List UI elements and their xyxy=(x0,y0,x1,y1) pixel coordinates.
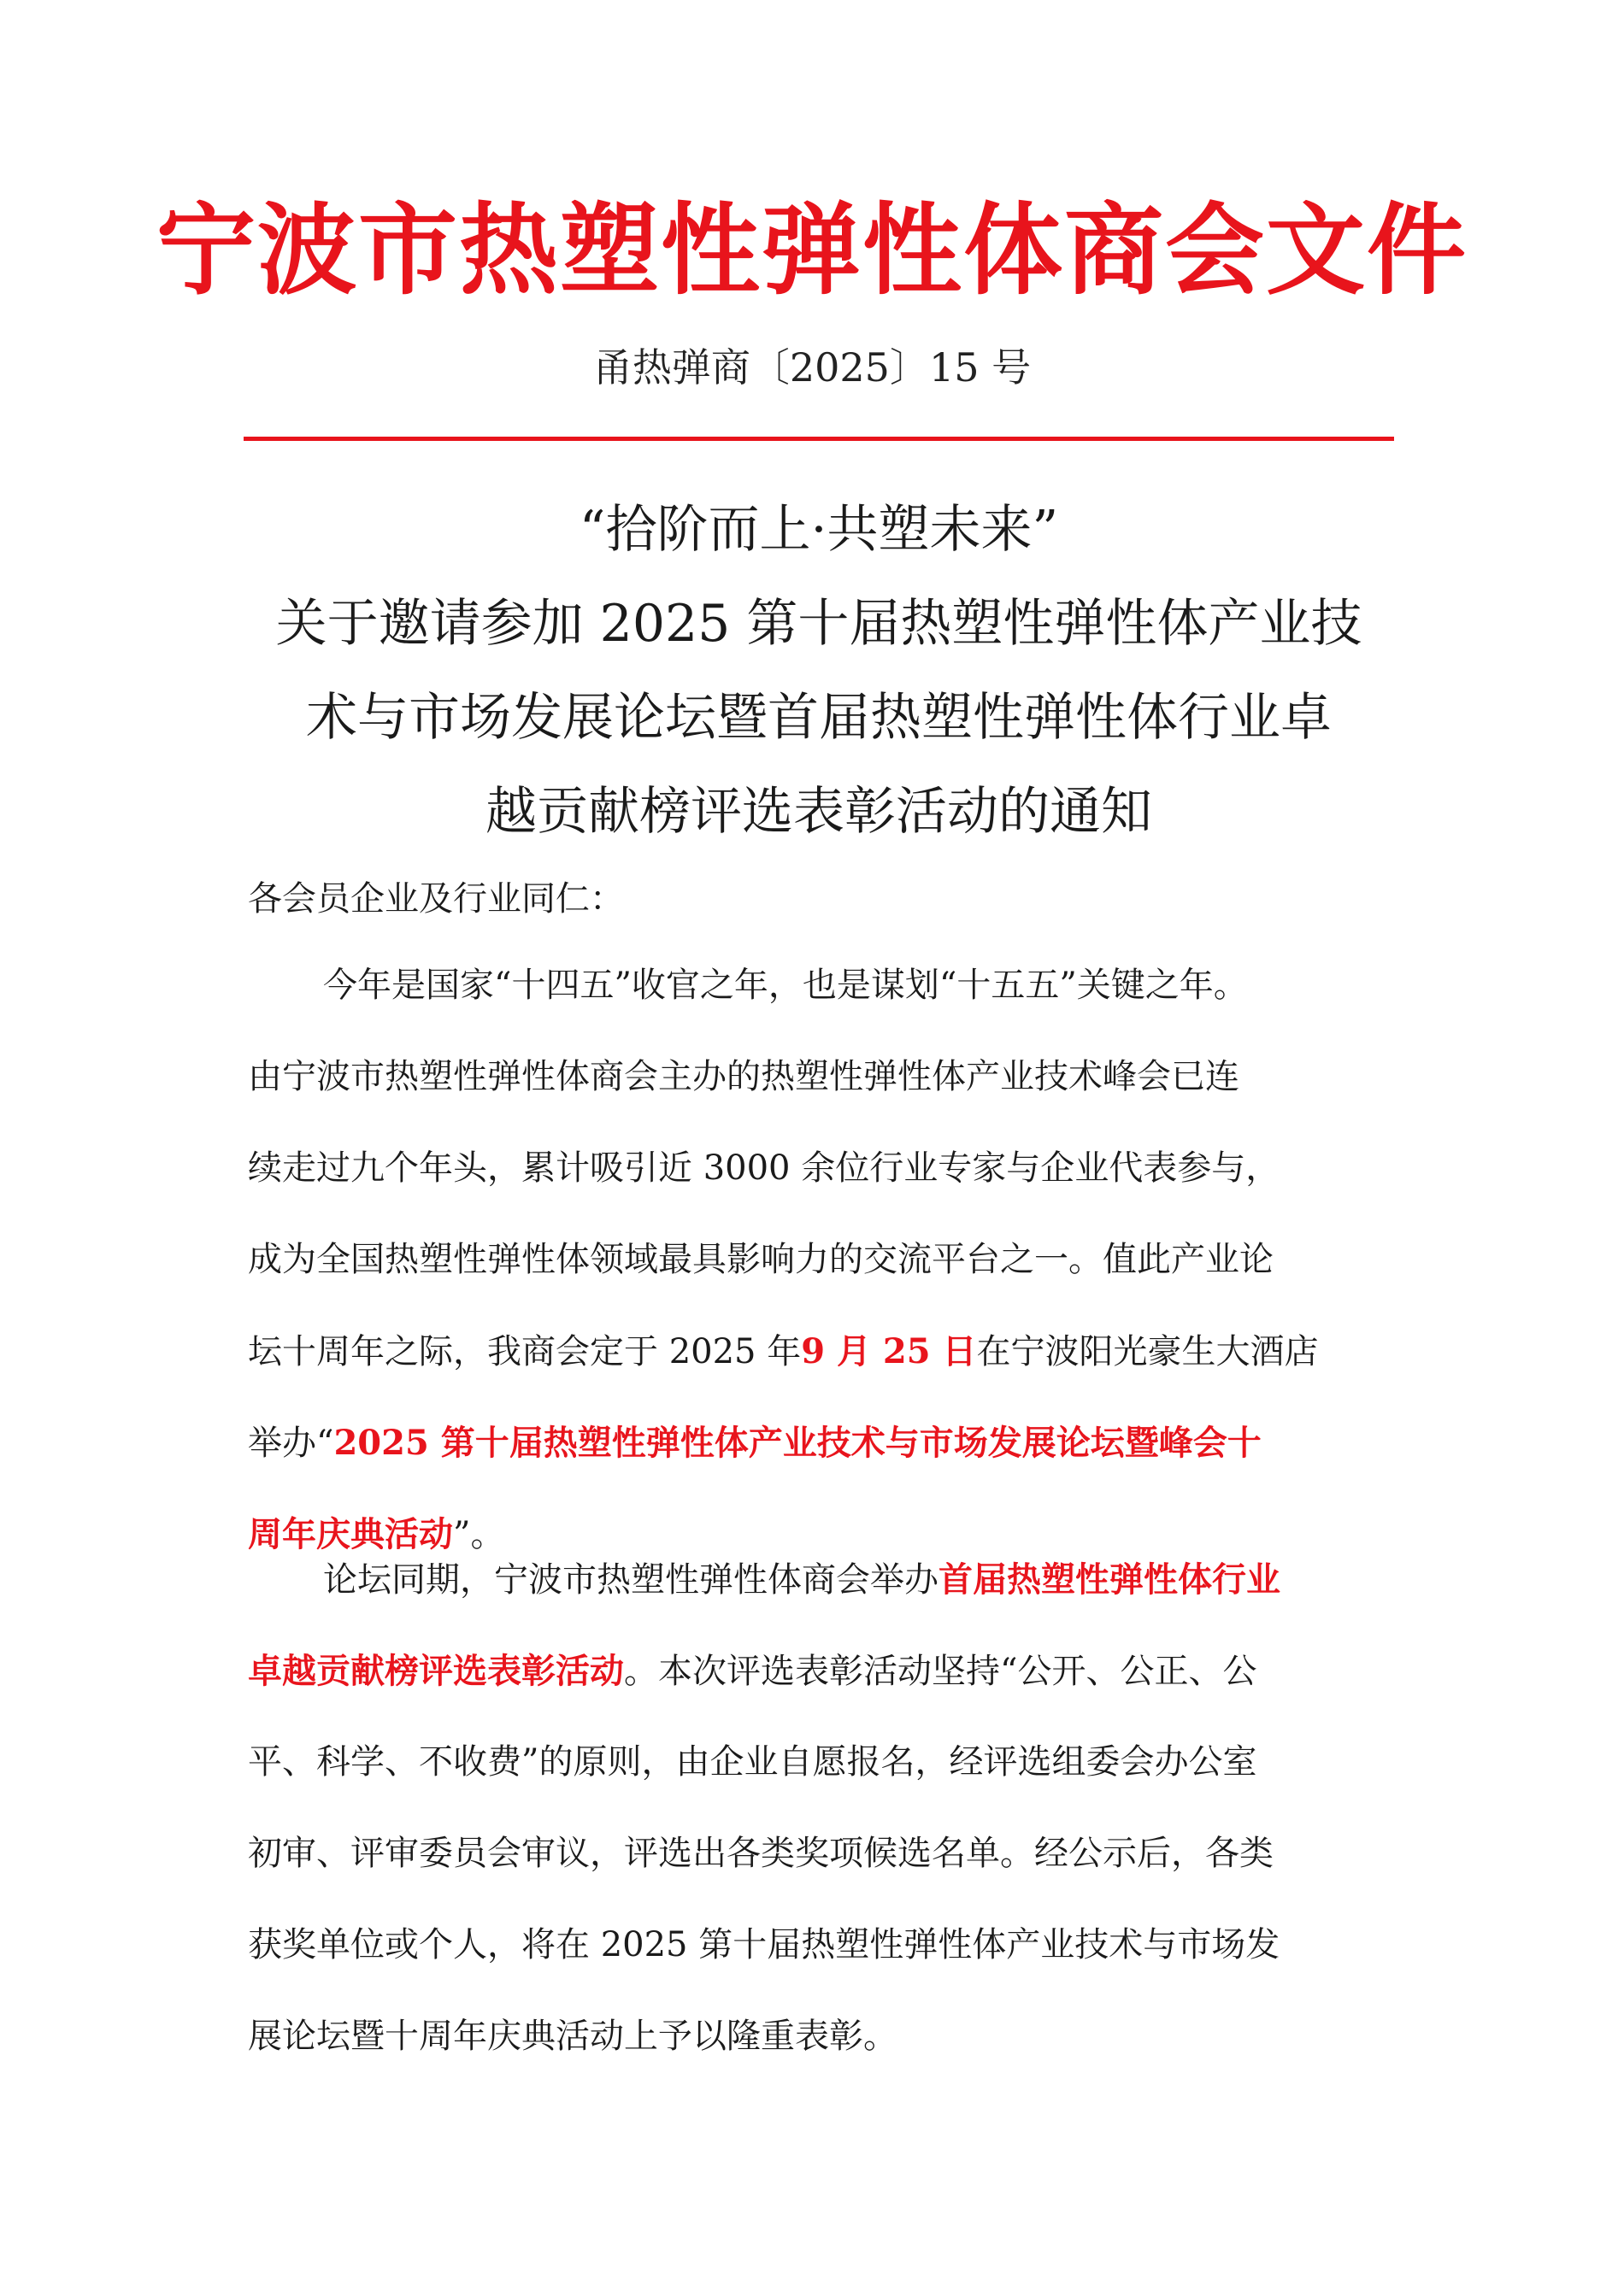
notice-title-line: 术与市场发展论坛暨首届热塑性弹性体行业卓 xyxy=(306,688,1332,748)
event-name-highlight: 周年庆典活动 xyxy=(248,1514,453,1554)
document-number: 甬热弹商〔2025〕15 号 xyxy=(592,344,1032,390)
salutation: 各会员企业及行业同仁： xyxy=(248,879,624,919)
paragraph-line: 初审、评审委员会审议，评选出各类奖项候选名单。经公示后，各类 xyxy=(248,1834,1274,1873)
text-run: 论坛同期，宁波市热塑性弹性体商会举办 xyxy=(323,1560,939,1600)
paragraph-line: 展论坛暨十周年庆典活动上予以隆重表彰。 xyxy=(248,2017,897,2056)
paragraph-line: 由宁波市热塑性弹性体商会主办的热塑性弹性体产业技术峰会已连 xyxy=(248,1057,1239,1096)
notice-title-line: 关于邀请参加 2025 第十届热塑性弹性体产业技 xyxy=(275,594,1362,654)
text-run: 在宁波阳光豪生大酒店 xyxy=(976,1332,1319,1371)
red-divider-line xyxy=(244,437,1394,441)
notice-title xyxy=(231,483,1407,859)
paragraph-line: 获奖单位或个人，将在 2025 第十届热塑性弹性体产业技术与市场发 xyxy=(248,1925,1280,1964)
event-date-highlight: 9 月 25 日 xyxy=(801,1331,977,1371)
paragraph-line: 成为全国热塑性弹性体领域最具影响力的交流平台之一。值此产业论 xyxy=(248,1240,1274,1279)
paragraph-intro xyxy=(248,940,1393,1580)
text-run: 坛十周年之际，我商会定于 2025 年 xyxy=(248,1332,802,1371)
award-name-highlight: 首届热塑性弹性体行业 xyxy=(939,1559,1280,1600)
notice-title-line: 越贡献榜评选表彰活动的通知 xyxy=(485,782,1152,842)
paragraph-line: 今年是国家“十四五”收官之年，也是谋划“十五五”关键之年。 xyxy=(323,966,1248,1005)
text-run: 。本次评选表彰活动坚持“公开、公正、公 xyxy=(624,1652,1257,1691)
paragraph-line xyxy=(248,1534,1393,1625)
paragraph-line: 续走过九个年头，累计吸引近 3000 余位行业专家与企业代表参与， xyxy=(248,1148,1280,1188)
text-run: 举办“ xyxy=(248,1424,334,1463)
paragraph-line xyxy=(248,1306,1393,1397)
document-masthead: 宁波市热塑性弹性体商会文件 xyxy=(156,192,1468,308)
award-name-highlight: 卓越贡献榜评选表彰活动 xyxy=(248,1651,624,1691)
paragraph-line xyxy=(248,1397,1393,1489)
event-name-highlight: 2025 第十届热塑性弹性体产业技术与市场发展论坛暨峰会十 xyxy=(333,1423,1262,1463)
paragraph-line: 平、科学、不收费”的原则，由企业自愿报名，经评选组委会办公室 xyxy=(248,1742,1257,1782)
notice-title-slogan: “拾阶而上·共塑未来” xyxy=(579,500,1059,560)
paragraph-award xyxy=(248,1534,1393,2082)
text-run: ”。 xyxy=(453,1515,505,1554)
paragraph-line xyxy=(248,1625,1393,1717)
